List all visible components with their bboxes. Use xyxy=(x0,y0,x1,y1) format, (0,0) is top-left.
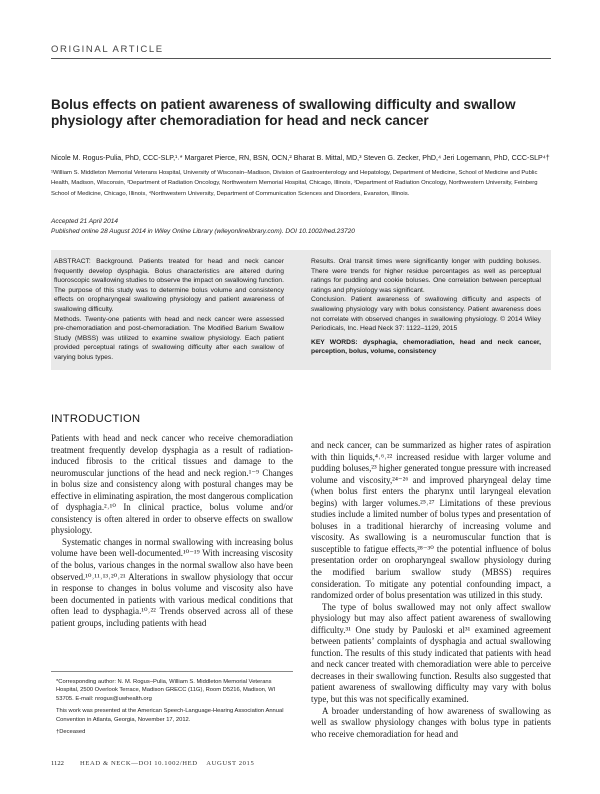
accepted-date: Accepted 21 April 2014 xyxy=(51,218,118,225)
section-label: ORIGINAL ARTICLE xyxy=(51,44,164,55)
paragraph: Patients with head and neck cancer who receive chemoradiation treatment frequently develop dysphagia as a result of radiation-induced fibrosis to the critical tissues and damage to the neuromuscular junctions of the head and neck region.¹⁻⁹ Changes in bolus size and consistency along with postural changes may be effective in eliminating aspiration, the most dangerous complication of dysphagia.²˒¹⁰ In clinical practice, bolus volume and/or consistency is often altered in order to observe effects on swallow physiology. xyxy=(51,433,293,536)
publication-dates xyxy=(51,217,551,237)
running-footer: HEAD & NECK—DOI 10.1002/HED AUGUST 2015 xyxy=(80,760,255,767)
page-number: 1122 xyxy=(51,760,64,767)
header-divider xyxy=(51,58,551,59)
keywords: KEY WORDS: dysphagia, chemoradiation, head and neck cancer, perception, bolus, volume, consistency xyxy=(311,338,541,356)
published-online: Published online 28 August 2014 in Wiley Online Library (wileyonlinelibrary.com). DOI 10.1002/hed.23720 xyxy=(51,228,355,235)
article-title: Bolus effects on patient awareness of swallowing difficulty and swallow physiology after chemoradiation for head and neck cancer xyxy=(51,97,516,128)
correspondence-note: *Corresponding author: N. M. Rogus–Pulia, William S. Middleton Memorial Veterans Hospital, 2500 Overlook Terrace, Madison GRECC (11G), Room D5216, Madison, WI 53705. E-mail: nrogus@uwhealth.org xyxy=(56,679,276,702)
body-right-column xyxy=(311,440,551,740)
paragraph: and neck cancer, can be summarized as higher rates of aspiration with thin liquids,⁴˒⁶˒²² increased residue with larger volume and pudding boluses,²³ higher generated tongue pressure with increased volume and viscosity,²⁴⁻²⁶ and improved pharyngeal delay time (when bolus first enters the pharynx until laryngeal elevation begins) with larger volumes.²⁵˒²⁷ Limitations of these previous studies include a limited number of bolus types and presentation of boluses in a traditional hierarchy of increasing volume and viscosity. As swallowing is a neuromuscular function that is susceptible to fatigue effects,²⁸⁻³⁰ the potential influence of bolus presentation order on oropharyngeal swallow physiology during the modified barium swallow study (MBSS) requires consideration. To mitigate any potential confounding impact, a randomized order of bolus presentation was utilized in this study. xyxy=(311,440,551,601)
deceased-note: †Deceased xyxy=(56,729,86,736)
paragraph: A broader understanding of how awareness of swallowing as well as swallow physiology changes with bolus type in patients who receive chemoradiation for head and xyxy=(311,705,551,739)
presentation-note: This work was presented at the American Speech-Language-Hearing Association Annual Convention in Atlanta, Georgia, November 17, 2012. xyxy=(56,708,284,723)
author-list: Nicole M. Rogus-Pulia, PhD, CCC-SLP,¹˒* Margaret Pierce, RN, BSN, OCN,² Bharat B. Mittal, MD,³ Steven G. Zecker, PhD,⁴ Jeri Logemann, PhD, CCC-SLP⁴† xyxy=(51,154,550,162)
paragraph: The type of bolus swallowed may not only affect swallow physiology but may also affect patient awareness of swallowing difficulty.³¹ One study by Pauloski et al³¹ examined agreement between patients’ complaints of dysphagia and actual swallowing function. The results of this study indicated that patients with head and neck cancer treated with chemoradiation were able to perceive decreases in their swallowing function. Results also suggested that patient awareness of swallowing difficulty may vary with bolus type, but this was not specifically examined. xyxy=(311,601,551,705)
section-heading-introduction: INTRODUCTION xyxy=(51,413,141,425)
body-left-column xyxy=(51,433,293,629)
footnotes xyxy=(56,678,291,740)
paragraph: Systematic changes in normal swallowing with increasing bolus volume have been well-documented.¹⁰⁻¹⁹ With increasing viscosity of the bolus, various changes in the normal swallow also have been observed.¹⁰˒¹¹˒¹³˒²⁰˒²¹ Alterations in swallow physiology that occur in response to changes in bolus volume and viscosity also have been documented in patients with various medical conditions that often lead to dysphagia.¹⁰˒²² Trends observed across all of these patient groups, including patients with head xyxy=(51,536,293,628)
footnote-divider xyxy=(51,671,293,672)
affiliations: ¹William S. Middleton Memorial Veterans Hospital, University of Wisconsin–Madison, Division of Gastroenterology and Hepatology, Department of Medicine, School of Medicine and Public Health, Madison, Wisconsin, ²Department of Radiation Oncology, Northwestern Memorial Hospital, Chicago, Illinois, ³Department of Radiation Oncology, Northwestern University, Feinberg School of Medicine, Chicago, Illinois, ⁴Northwestern University, Department of Communication Sciences and Disorders, Evanston, Illinois. xyxy=(51,170,538,197)
abstract-results-conclusion: Results. Oral transit times were significantly longer with pudding boluses. There were trends for higher residue percentages as well as perceptual ratings for pudding and cookie boluses. One correlation between perceptual ratings and physiology was significant. Conclusion. Patient awareness of swallowing difficulty and aspects of swallowing physiology vary with bolus consistency. Patient awareness does not correlate with observed changes in swallowing physiology. © 2014 Wiley Periodicals, Inc. Head Neck 37: 1122–1129, 2015 xyxy=(311,258,541,333)
abstract-right-column xyxy=(311,257,541,357)
abstract-left-column: ABSTRACT: Background. Patients treated for head and neck cancer frequently develop dysphagia. Bolus characteristics are altered during fluoroscopic swallowing studies to observe the impact on swallowing function. The purpose of this study was to determine bolus volume and consistency effects on oropharyngeal swallowing physiology and patient awareness of swallowing difficulty. Methods. Twenty-one patients with head and neck cancer were assessed pre-chemoradiation and post-chemoradiation. The Modified Barium Swallow Study (MBSS) was utilized to examine swallow physiology. Each patient provided perceptual ratings of swallowing difficulty after each swallow of varying bolus types. xyxy=(54,258,284,361)
